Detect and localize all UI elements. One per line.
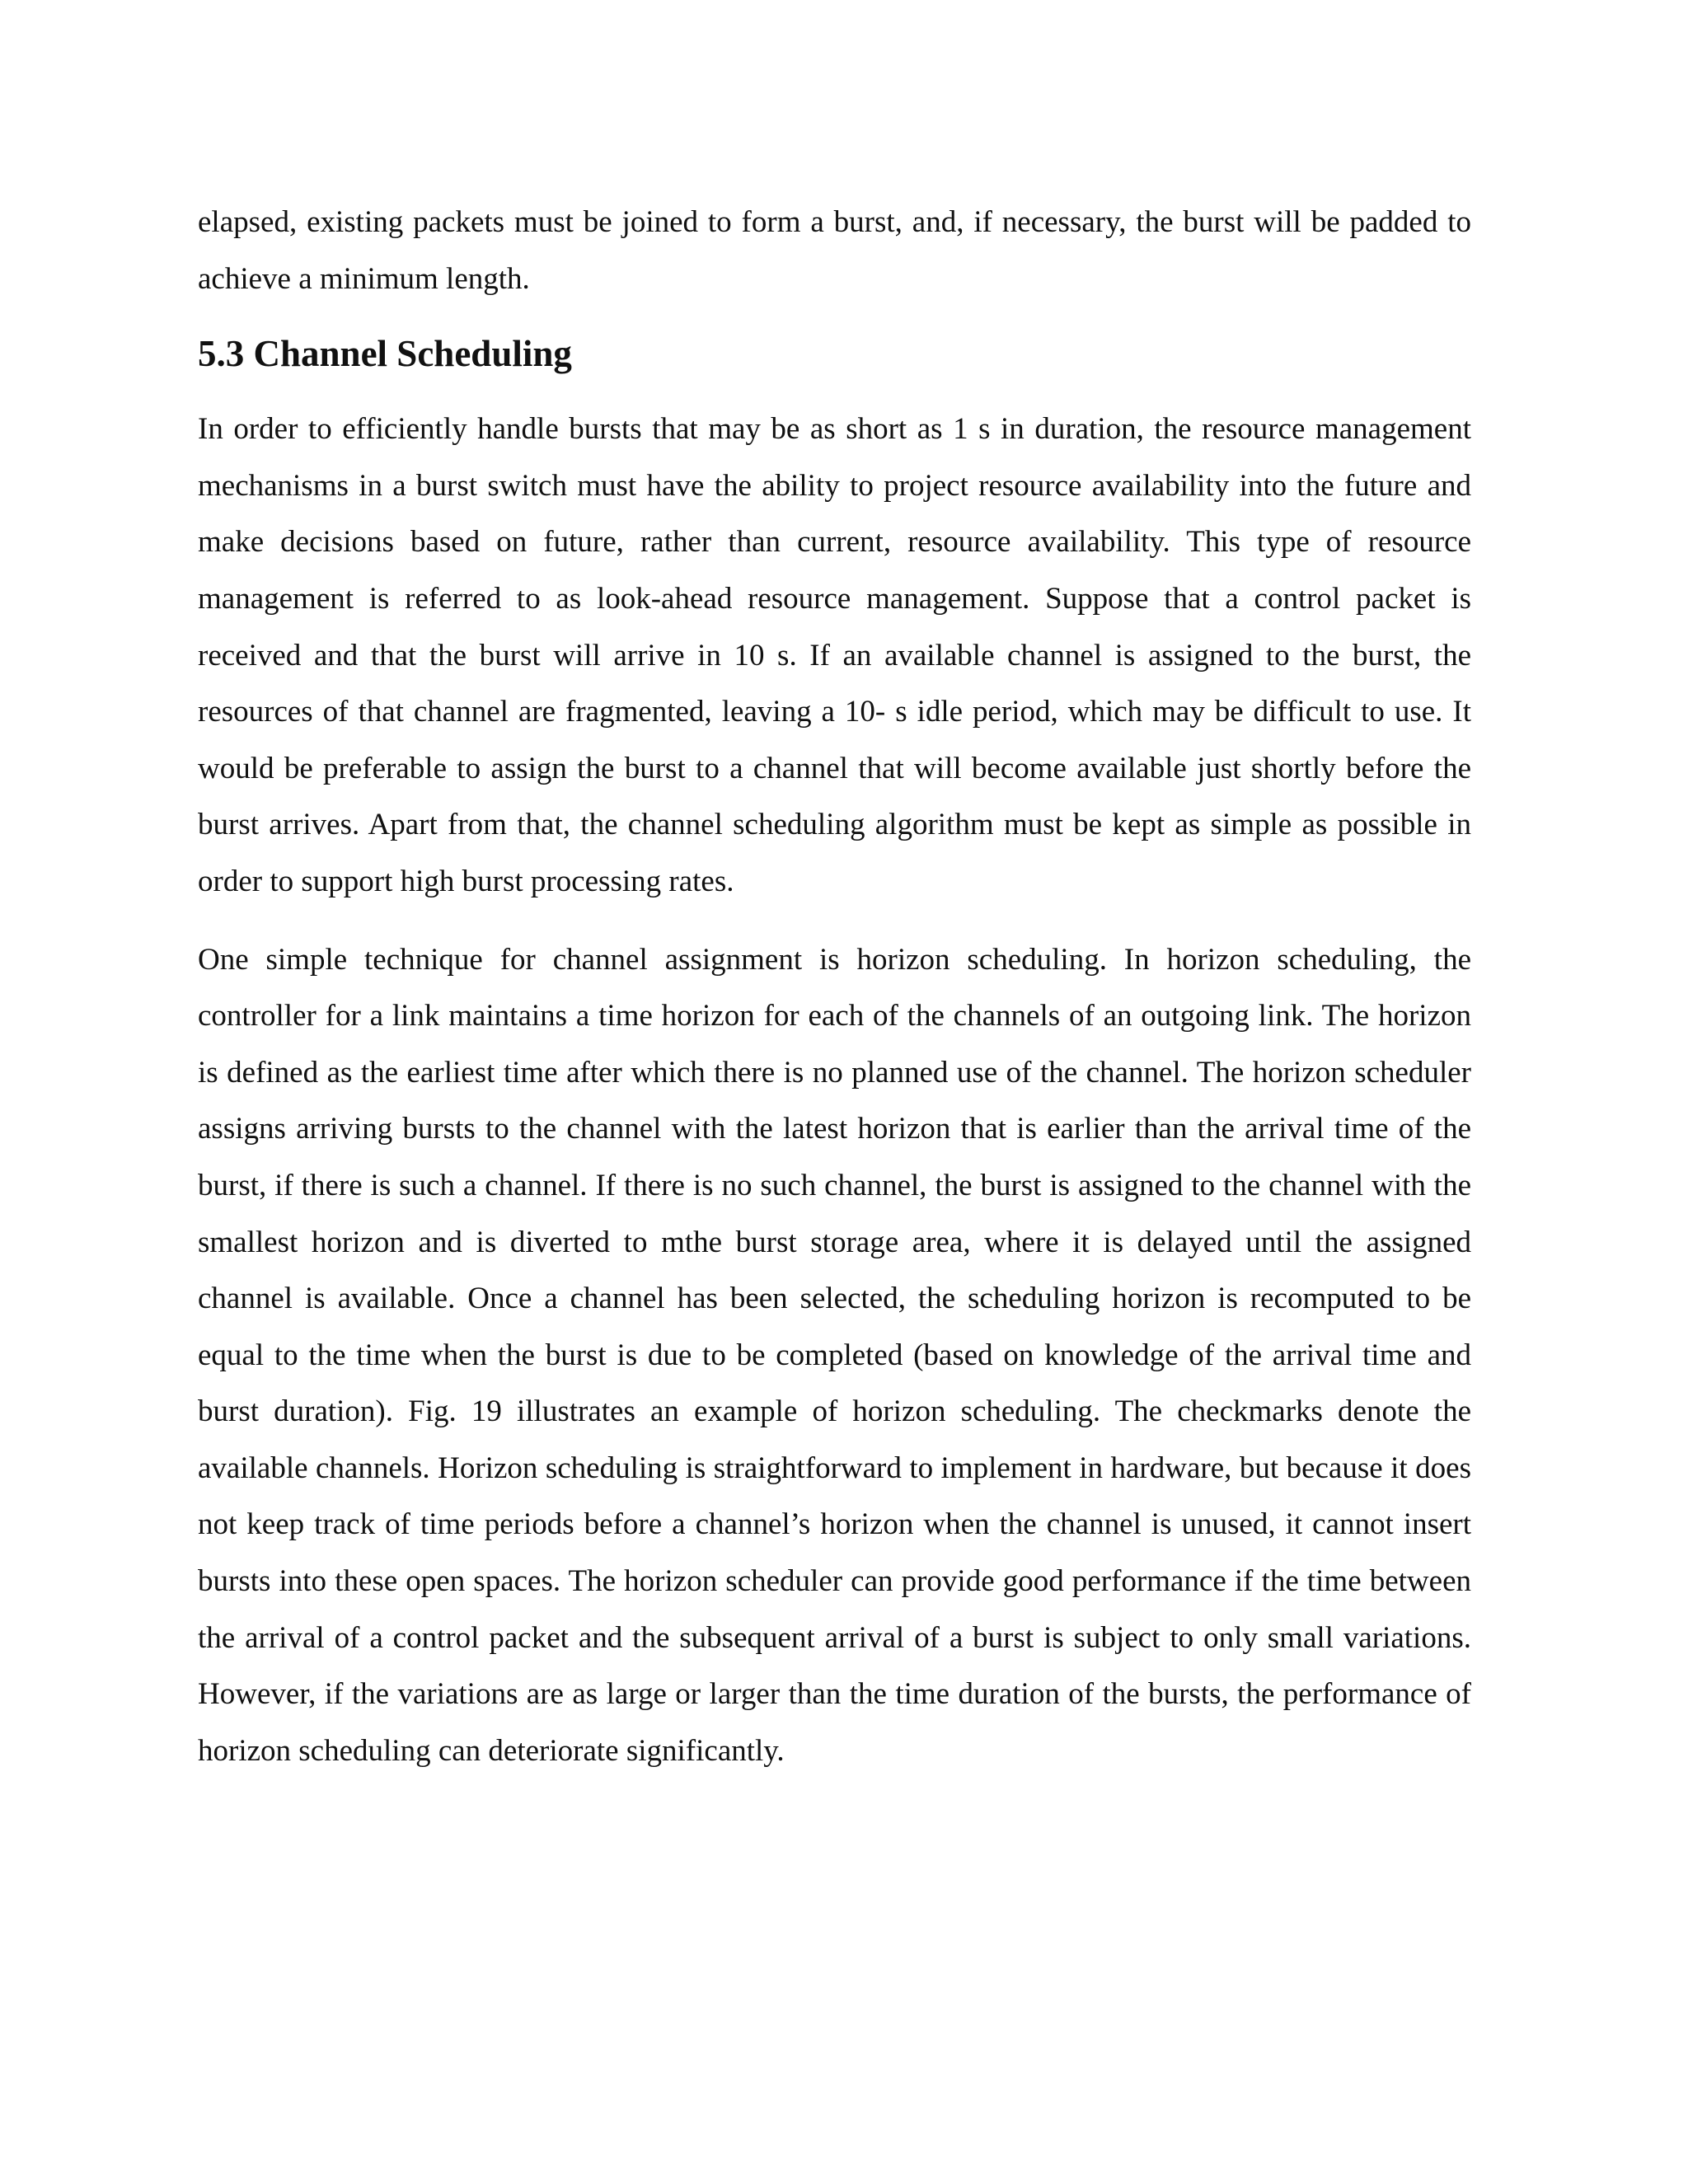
- body-paragraph-look-ahead: In order to efficiently handle bursts that may be as short as 1 s in duration, the resource management mechanisms in a burst switch must have the ability to project resource availability into the future and make decisions based on future, rather than current, resource availability. This type of resource management is referred to as look-ahead resource management. Suppose that a control packet is received and that the burst will arrive in 10 s. If an available channel is assigned to the burst, the resources of that channel are fragmented, leaving a 10- s idle period, which may be difficult to use. It would be preferable to assign the burst to a channel that will become available just shortly before the burst arrives. Apart from that, the channel scheduling algorithm must be kept as simple as possible in order to support high burst processing rates.: [198, 412, 1471, 898]
- section-heading: 5.3 Channel Scheduling: [198, 333, 572, 375]
- body-paragraph-horizon-scheduling: One simple technique for channel assignment is horizon scheduling. In horizon scheduling, the controller for a link maintains a time horizon for each of the channels of an outgoing link. The horizon is defined as the earliest time after which there is no planned use of the channel. The horizon scheduler assigns arriving bursts to the channel with the latest horizon that is earlier than the arrival time of the burst, if there is such a channel. If there is no such channel, the burst is assigned to the channel with the smallest horizon and is diverted to mthe burst storage area, where it is delayed until the assigned channel is available. Once a channel has been selected, the scheduling horizon is recomputed to be equal to the time when the burst is due to be completed (based on knowledge of the arrival time and burst duration). Fig. 19 illustrates an example of horizon scheduling. The checkmarks denote the available channels. Horizon scheduling is straightforward to implement in hardware, but because it does not keep track of time periods before a channel’s horizon when the channel is unused, it cannot insert bursts into these open spaces. The horizon scheduler can provide good performance if the time between the arrival of a control packet and the subsequent arrival of a burst is subject to only small variations. However, if the variations are as large or larger than the time duration of the bursts, the performance of horizon scheduling can deteriorate significantly.: [198, 942, 1471, 1768]
- document-page: [198, 194, 1471, 1779]
- intro-paragraph: elapsed, existing packets must be joined to form a burst, and, if necessary, the burst will be padded to achieve a minimum length.: [198, 205, 1471, 296]
